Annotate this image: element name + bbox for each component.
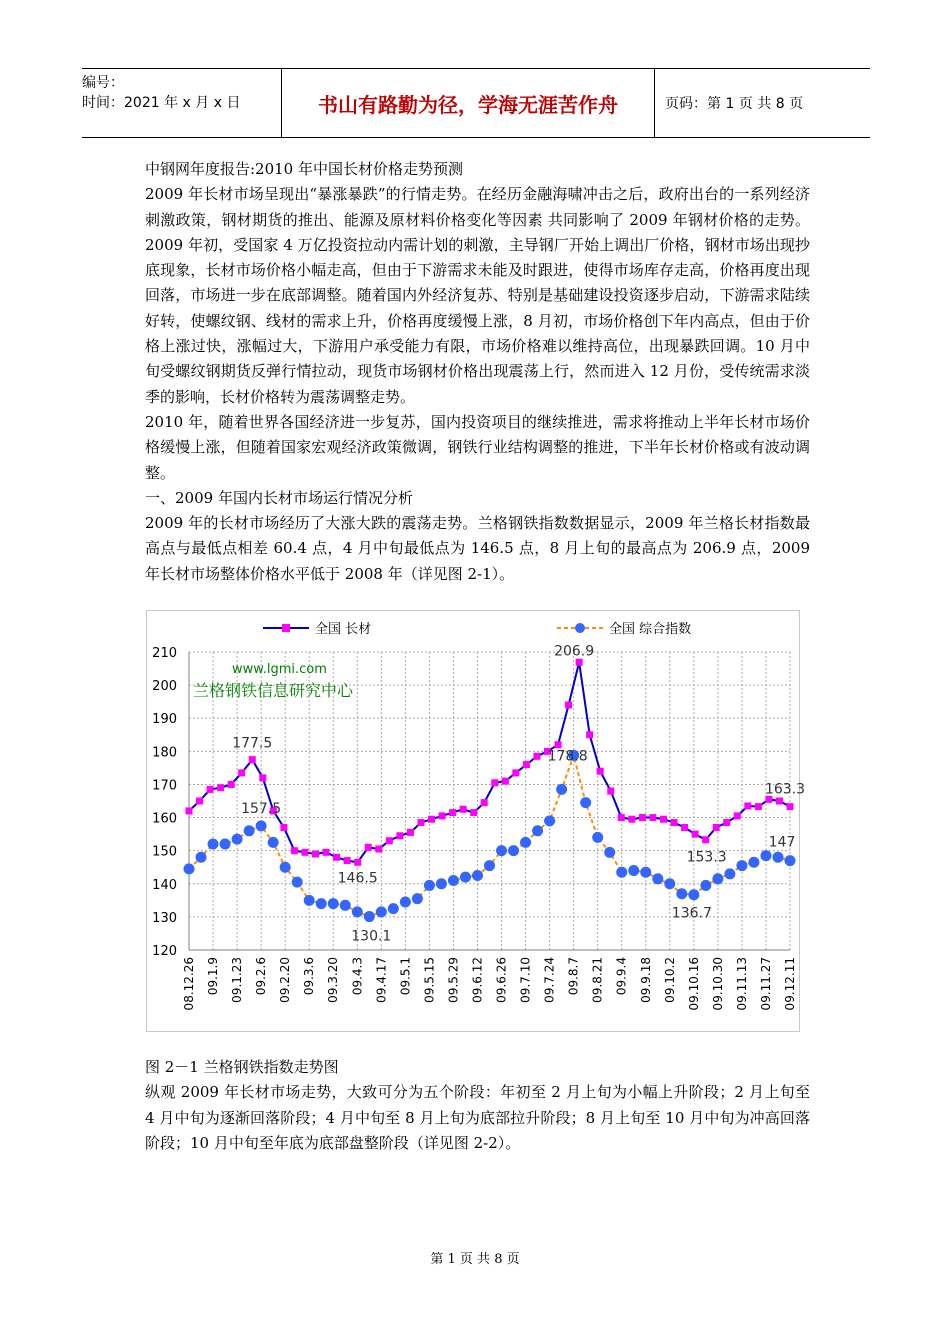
data-point <box>772 852 783 863</box>
data-point <box>364 911 375 922</box>
y-tick-label: 140 <box>152 877 177 893</box>
data-label: 153.3 <box>686 849 727 866</box>
data-point <box>681 824 688 831</box>
y-tick-label: 180 <box>152 745 177 761</box>
paragraph-3: 2009 年的长材市场经历了大涨大跌的震荡走势。兰格钢铁指数数据显示，2009 年兰格长材指数最高点与最低点相差 60.4 点，4 月中旬最低点为 146.5 点，8 月上旬的最高点为 206.9 点，2009 年长材市场整体价格水平低于 2008 年（详见图 2-1）。 <box>145 514 810 583</box>
data-label: 146.5 <box>337 870 378 887</box>
data-point <box>532 825 543 836</box>
data-point <box>448 875 459 886</box>
data-point <box>376 906 387 917</box>
data-point <box>449 809 456 816</box>
time-label: 时间：2021 年 x 月 x 日 <box>82 95 241 111</box>
x-tick-label: 09.3.6 <box>302 957 317 996</box>
data-point <box>744 802 751 809</box>
data-point <box>544 815 555 826</box>
data-point <box>512 769 519 776</box>
data-point <box>400 896 411 907</box>
legend-composite-label: 全国 综合指数 <box>609 622 692 637</box>
data-point <box>208 839 219 850</box>
x-tick-label: 09.5.15 <box>422 957 437 1003</box>
data-point <box>220 839 231 850</box>
data-point <box>460 806 467 813</box>
data-point <box>244 825 255 836</box>
data-point <box>565 701 572 708</box>
report-title: 中钢网年度报告:2010 年中国长材价格走势预测 <box>145 160 463 178</box>
data-point <box>755 803 762 810</box>
data-point <box>787 803 794 810</box>
paragraph-2: 2010 年，随着世界各国经济进一步复苏，国内投资项目的继续推进，需求将推动上半年长材市场价格缓慢上涨，但随着国家宏观经济政策微调，钢铁行业结构调整的推进，下半年长材价格或有波动调整。 <box>145 412 810 482</box>
legend-composite-marker <box>575 623 585 633</box>
data-point <box>354 859 361 866</box>
x-tick-label: 08.12.26 <box>182 957 196 1011</box>
paragraph-4: 纵观 2009 年长材市场走势，大致可分为五个阶段：年初至 2 月上旬为小幅上升阶段；2 月上旬至 4 月中旬为逐渐回落阶段；4 月中旬至 8 月上旬为底部拉升阶段；8 月上旬至 10 月中旬为冲高回落阶段；10 月中旬至年底为底部盘整阶段（详见图 2-2）。 <box>145 1083 810 1152</box>
data-point <box>280 862 291 873</box>
data-label: 178.8 <box>547 748 588 765</box>
chart-legend <box>263 621 691 637</box>
x-tick-label: 09.1.9 <box>206 957 221 996</box>
data-point <box>291 847 298 854</box>
x-tick-label: 09.7.10 <box>518 957 533 1003</box>
y-tick-label: 170 <box>152 778 177 794</box>
data-point <box>734 812 741 819</box>
data-point <box>428 816 435 823</box>
data-point <box>586 731 593 738</box>
data-point <box>776 798 783 805</box>
data-point <box>184 863 195 874</box>
data-point <box>375 846 382 853</box>
x-tick-label: 09.5.1 <box>398 957 413 996</box>
data-point <box>304 895 315 906</box>
page-footer: 第 1 页 共 8 页 <box>430 1252 520 1267</box>
y-tick-label: 210 <box>152 646 177 661</box>
y-tick-label: 200 <box>152 679 177 695</box>
data-label: 130.1 <box>351 928 392 945</box>
x-tick-label: 09.6.12 <box>470 957 485 1003</box>
data-point <box>417 819 424 826</box>
data-point <box>388 903 399 914</box>
data-point <box>618 814 625 821</box>
data-point <box>259 774 266 781</box>
y-tick-label: 120 <box>152 944 177 959</box>
x-tick-label: 09.10.30 <box>710 957 725 1011</box>
data-point <box>412 893 423 904</box>
y-tick-label: 190 <box>152 712 177 728</box>
data-point <box>312 850 319 857</box>
data-point <box>470 809 477 816</box>
x-tick-label: 09.2.20 <box>278 957 293 1003</box>
x-tick-label: 09.11.27 <box>758 957 773 1011</box>
data-point <box>671 819 678 826</box>
data-point <box>207 786 214 793</box>
data-point <box>664 878 675 889</box>
data-point <box>736 860 747 871</box>
x-tick-label: 09.7.24 <box>542 957 557 1003</box>
x-tick-label: 09.3.20 <box>326 957 341 1003</box>
data-point <box>352 906 363 917</box>
y-tick-label: 150 <box>152 844 177 860</box>
data-point <box>652 873 663 884</box>
document-body <box>145 157 810 587</box>
data-point <box>748 857 759 868</box>
series-composite <box>184 750 796 922</box>
data-point <box>628 816 635 823</box>
x-tick-label: 09.9.4 <box>614 957 629 996</box>
x-tick-label: 09.4.3 <box>350 957 365 996</box>
data-point <box>533 753 540 760</box>
x-tick-label: 09.10.2 <box>662 957 677 1003</box>
data-point <box>196 798 203 805</box>
data-point <box>472 870 483 881</box>
data-point <box>407 829 414 836</box>
x-tick-label: 09.9.18 <box>638 957 653 1003</box>
data-point <box>424 880 435 891</box>
data-point <box>292 877 303 888</box>
header-motto: 书山有路勤为径，学海无涯苦作舟 <box>282 69 655 137</box>
data-point <box>760 850 771 861</box>
y-tick-label: 160 <box>152 811 177 827</box>
data-point <box>712 873 723 884</box>
data-point <box>256 820 267 831</box>
data-point <box>660 816 667 823</box>
x-tick-label: 09.5.29 <box>446 957 461 1003</box>
data-point <box>491 779 498 786</box>
x-tick-label: 09.12.11 <box>783 957 797 1011</box>
data-point <box>323 849 330 856</box>
data-point <box>481 799 488 806</box>
caption-block <box>145 1055 810 1156</box>
data-point <box>301 849 308 856</box>
data-point <box>688 889 699 900</box>
y-tick-label: 130 <box>152 910 177 926</box>
data-point <box>676 888 687 899</box>
watermark-org: 兰格钢铁信息研究中心 <box>193 681 354 700</box>
x-tick-label: 09.2.6 <box>254 957 269 996</box>
legend-long-marker <box>282 624 290 632</box>
data-point <box>628 865 639 876</box>
data-point <box>640 867 651 878</box>
x-tick-label: 09.11.13 <box>734 957 749 1011</box>
data-point <box>196 852 207 863</box>
data-point <box>502 778 509 785</box>
data-point <box>232 834 243 845</box>
data-point <box>186 807 193 814</box>
data-point <box>508 845 519 856</box>
data-point <box>340 900 351 911</box>
section-heading-1: 一、2009 年国内长材市场运行情况分析 <box>145 488 413 507</box>
data-point <box>604 847 615 858</box>
data-point <box>616 867 627 878</box>
figure-caption: 图 2－1 兰格钢铁指数走势图 <box>145 1058 339 1076</box>
data-label: 157.5 <box>241 800 282 817</box>
data-point <box>702 836 709 843</box>
data-point <box>365 844 372 851</box>
x-tick-label: 09.10.16 <box>686 957 701 1011</box>
data-label: 147 <box>768 834 796 851</box>
x-tick-label: 09.8.21 <box>590 957 605 1003</box>
data-point <box>333 854 340 861</box>
header-meta <box>82 69 282 137</box>
data-point <box>523 761 530 768</box>
data-point <box>785 855 796 866</box>
data-point <box>386 837 393 844</box>
data-point <box>592 832 603 843</box>
data-point <box>238 769 245 776</box>
data-point <box>723 819 730 826</box>
data-point <box>649 814 656 821</box>
number-label: 编号： <box>82 75 124 91</box>
x-tick-label: 09.8.7 <box>566 957 581 996</box>
data-point <box>460 872 471 883</box>
data-point <box>724 868 735 879</box>
data-point <box>496 845 507 856</box>
data-point <box>713 824 720 831</box>
data-point <box>639 814 646 821</box>
price-index-chart <box>146 610 806 1032</box>
data-point <box>607 788 614 795</box>
data-label: 136.7 <box>671 905 712 922</box>
data-point <box>520 837 531 848</box>
chart-svg <box>147 611 806 1031</box>
x-tick-label: 09.6.26 <box>494 957 509 1003</box>
data-point <box>328 898 339 909</box>
data-point <box>556 784 567 795</box>
data-point <box>692 831 699 838</box>
legend-long-label: 全国 长材 <box>315 622 372 637</box>
data-point <box>484 860 495 871</box>
data-point <box>439 812 446 819</box>
data-point <box>217 784 224 791</box>
data-point <box>280 824 287 831</box>
watermark-url: www.lgmi.com <box>232 662 327 677</box>
data-point <box>597 768 604 775</box>
data-label: 206.9 <box>554 643 595 660</box>
data-label: 177.5 <box>232 735 273 752</box>
data-point <box>344 857 351 864</box>
data-label: 163.3 <box>764 781 806 798</box>
data-point <box>436 878 447 889</box>
data-point <box>249 756 256 763</box>
page-header <box>82 68 870 138</box>
data-point <box>700 880 711 891</box>
data-point <box>316 898 327 909</box>
data-point <box>268 837 279 848</box>
data-point <box>580 797 591 808</box>
header-page-label: 页码：第 1 页 共 8 页 <box>665 96 804 112</box>
data-point <box>228 781 235 788</box>
data-point <box>396 832 403 839</box>
data-point <box>576 659 583 666</box>
x-tick-label: 09.4.17 <box>374 957 389 1003</box>
x-tick-label: 09.1.23 <box>230 957 245 1003</box>
paragraph-1: 2009 年长材市场呈现出“暴涨暴跌”的行情走势。在经历金融海啸冲击之后，政府出台的一系列经济刺激政策，钢材期货的推出、能源及原材料价格变化等因素 共同影响了 2009 年钢材价格的走势。2009 年初，受国家 4 万亿投资拉动内需计划的刺激，主导钢厂开始上调出厂价格，钢材市场出现抄底现象，长材市场价格小幅走高，但由于下游需求未能及时跟进，使得市场库存走高，价格再度出现回落，市场进一步在底部调整。随着国内外经济复苏、特别是基础建设投资逐步启动，下游需求陆续好转，使螺纹钢、线材的需求上升，价格再度缓慢上涨，8 月初，市场价格创下年内高点，但由于价格上涨过快，涨幅过大，下游用户承受能力有限，市场价格难以维持高位，出现暴跌回调。10 月中旬受螺纹钢期货反弹行情拉动，现货市场钢材价格出现震荡上行，然而进入 12 月份，受传统需求淡季的影响，长材价格转为震荡调整走势。 <box>145 185 810 406</box>
data-point <box>555 741 562 748</box>
